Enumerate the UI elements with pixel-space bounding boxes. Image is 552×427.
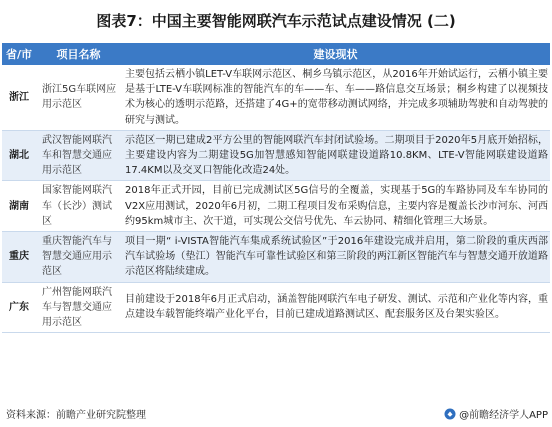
table-row <box>2 282 550 333</box>
brand-label: @前瞻经济学人APP <box>459 410 548 421</box>
table-row <box>2 65 550 130</box>
project-cell: 国家智能网联汽车（长沙）测试区 <box>36 181 121 232</box>
project-cell: 武汉智能网联汽车和智慧交通应用示范区 <box>36 130 121 181</box>
status-cell: 示范区一期已建成2平方公里的智能网联汽车封闭试验场。二期项目于2020年5月底开始招标，主要建设内容为二期建设5G加智慧感知智能网联建设道路10.8KM、LTE-V智能网联建设道路17.4KM以及交叉口智能化改造24处。 <box>121 130 550 181</box>
header-project: 项目名称 <box>36 43 121 65</box>
page-title: 图表7：中国主要智能网联汽车示范试点建设情况 (二) <box>96 11 456 30</box>
table-row <box>2 232 550 283</box>
province-cell: 浙江 <box>2 65 36 130</box>
table-row <box>2 130 550 181</box>
status-cell: 项目一期“ i-VISTA智能汽车集成系统试验区”于2016年建设完成并启用，第二阶段的重庆西部汽车试验场（垫江）智能汽车可靠性试验区和第三阶段的两江新区智能汽车与智慧交通开放道路示范区将陆续建成。 <box>121 232 550 283</box>
status-cell: 主要包括云栖小镇LET-V车联网示范区、桐乡乌镇示范区，从2016年开始试运行，云栖小镇主要是基于LTE-V车联网标准的智能汽车的车——车、车——路信息交互场景；桐乡构建了以视频技术为核心的透明示范路，还搭建了4G+的宽带移动测试网络，并完成多项辅助驾驶和自动驾驶的研究与测试。 <box>121 65 550 130</box>
brand-credit <box>444 406 548 421</box>
header-status: 建设现状 <box>121 43 550 65</box>
project-cell: 重庆智能汽车与智慧交通应用示范区 <box>36 232 121 283</box>
table-header-row <box>2 43 550 65</box>
footer <box>0 404 552 424</box>
header-province: 省/市 <box>2 43 36 65</box>
province-cell: 湖北 <box>2 130 36 181</box>
province-cell: 湖南 <box>2 181 36 232</box>
data-table <box>2 43 550 333</box>
project-cell: 广州智能网联汽车与智慧交通应用示范区 <box>36 282 121 333</box>
brand-logo-icon <box>444 408 456 420</box>
table-row <box>2 181 550 232</box>
province-cell: 重庆 <box>2 232 36 283</box>
project-cell: 浙江5G车联网应用示范区 <box>36 65 121 130</box>
province-cell: 广东 <box>2 282 36 333</box>
status-cell: 目前建设于2018年6月正式启动，涵盖智能网联汽车电子研发、测试、示范和产业化等内容，重点建设车载智能终端产业化平台，目前已建成道路测试区、配套服务区及台架实验区。 <box>121 282 550 333</box>
status-cell: 2018年正式开园，目前已完成测试区5G信号的全覆盖，实现基于5G的车路协同及车车协同的V2X应用测试，2020年6月初，二期工程项目发布采购信息，主要内容是覆盖长沙市河东、河西约95km城市主、次干道，可实现公交信号优先、车云协同、精细化管理三大场景。 <box>121 181 550 232</box>
source-note: 资料来源：前瞻产业研究院整理 <box>6 410 146 421</box>
